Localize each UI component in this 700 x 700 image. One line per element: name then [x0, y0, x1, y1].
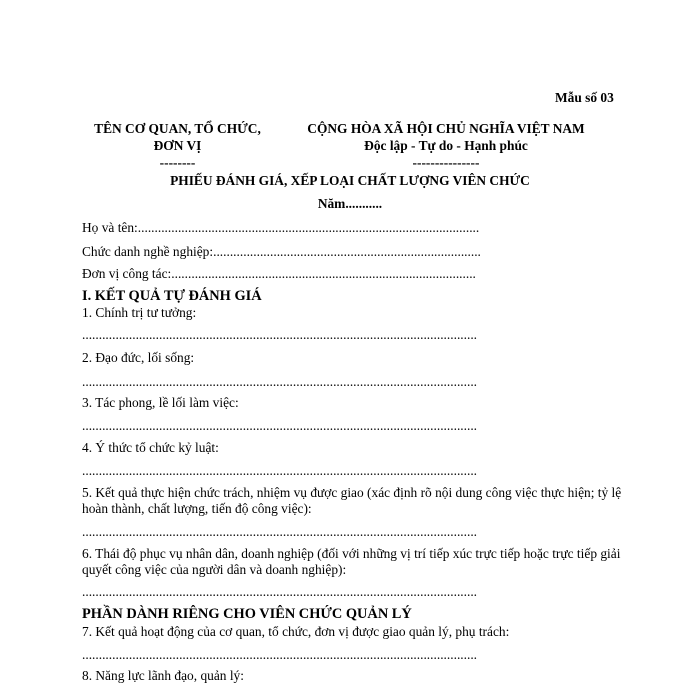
item-1-label: 1. Chính trị tư tưởng: — [82, 305, 197, 320]
item-7-answer-line[interactable]: ...................................................................................................................... — [82, 647, 478, 662]
item-6-label: 6. Thái độ phục vụ nhân dân, doanh nghiệp (đối với những vị trí tiếp xúc trực tiếp hoặc trực tiếp giải quyết công việc của người dân và doanh nghiệp): — [82, 546, 621, 577]
agency-name-line2: ĐƠN VỊ — [153, 138, 202, 153]
document-title: PHIẾU ĐÁNH GIÁ, XẾP LOẠI CHẤT LƯỢNG VIÊN CHỨC — [170, 173, 530, 188]
item-3-answer-line[interactable]: ...................................................................................................................... — [82, 418, 478, 433]
item-2-label: 2. Đạo đức, lối sống: — [82, 350, 195, 365]
item-3-label: 3. Tác phong, lề lối làm việc: — [82, 395, 239, 410]
item-2-answer-line[interactable]: ...................................................................................................................... — [82, 374, 478, 389]
republic-name: CỘNG HÒA XÃ HỘI CHỦ NGHĨA VIỆT NAM — [307, 121, 585, 136]
republic-rule: --------------- — [412, 155, 480, 170]
agency-block — [85, 120, 270, 171]
item-1-answer-line[interactable]: ...................................................................................................................... — [82, 327, 478, 342]
item-7-label: 7. Kết quả hoạt động của cơ quan, tổ chức, đơn vị được giao quản lý, phụ trách: — [82, 624, 510, 639]
item-5-label: 5. Kết quả thực hiện chức trách, nhiệm vụ được giao (xác định rõ nội dung công việc thực hiện; tỷ lệ hoàn thành, chất lượng, tiến độ công việc): — [82, 485, 622, 516]
item-5-answer-line[interactable]: ...................................................................................................................... — [82, 524, 478, 539]
document-year: Năm........... — [317, 196, 383, 211]
republic-block — [298, 120, 594, 171]
form-number: Mẫu số 03 — [555, 90, 614, 105]
item-6-answer-line[interactable]: ...................................................................................................................... — [82, 584, 478, 599]
agency-rule: -------- — [159, 155, 196, 170]
item-4-answer-line[interactable]: ...................................................................................................................... — [82, 463, 478, 478]
field-name[interactable]: Họ và tên:...................................................................................................... — [82, 220, 480, 235]
item-4-label: 4. Ý thức tổ chức kỷ luật: — [82, 440, 219, 455]
field-position[interactable]: Chức danh nghề nghiệp:................................................................................ — [82, 244, 481, 259]
item-8-label: 8. Năng lực lãnh đạo, quản lý: — [82, 668, 244, 683]
republic-motto: Độc lập - Tự do - Hạnh phúc — [364, 138, 528, 153]
section-2-heading: PHẦN DÀNH RIÊNG CHO VIÊN CHỨC QUẢN LÝ — [82, 606, 412, 622]
section-1-heading: I. KẾT QUẢ TỰ ĐÁNH GIÁ — [82, 288, 262, 304]
agency-name-line1: TÊN CƠ QUAN, TỔ CHỨC, — [94, 121, 261, 136]
field-unit[interactable]: Đơn vị công tác:........................................................................................... — [82, 266, 476, 281]
